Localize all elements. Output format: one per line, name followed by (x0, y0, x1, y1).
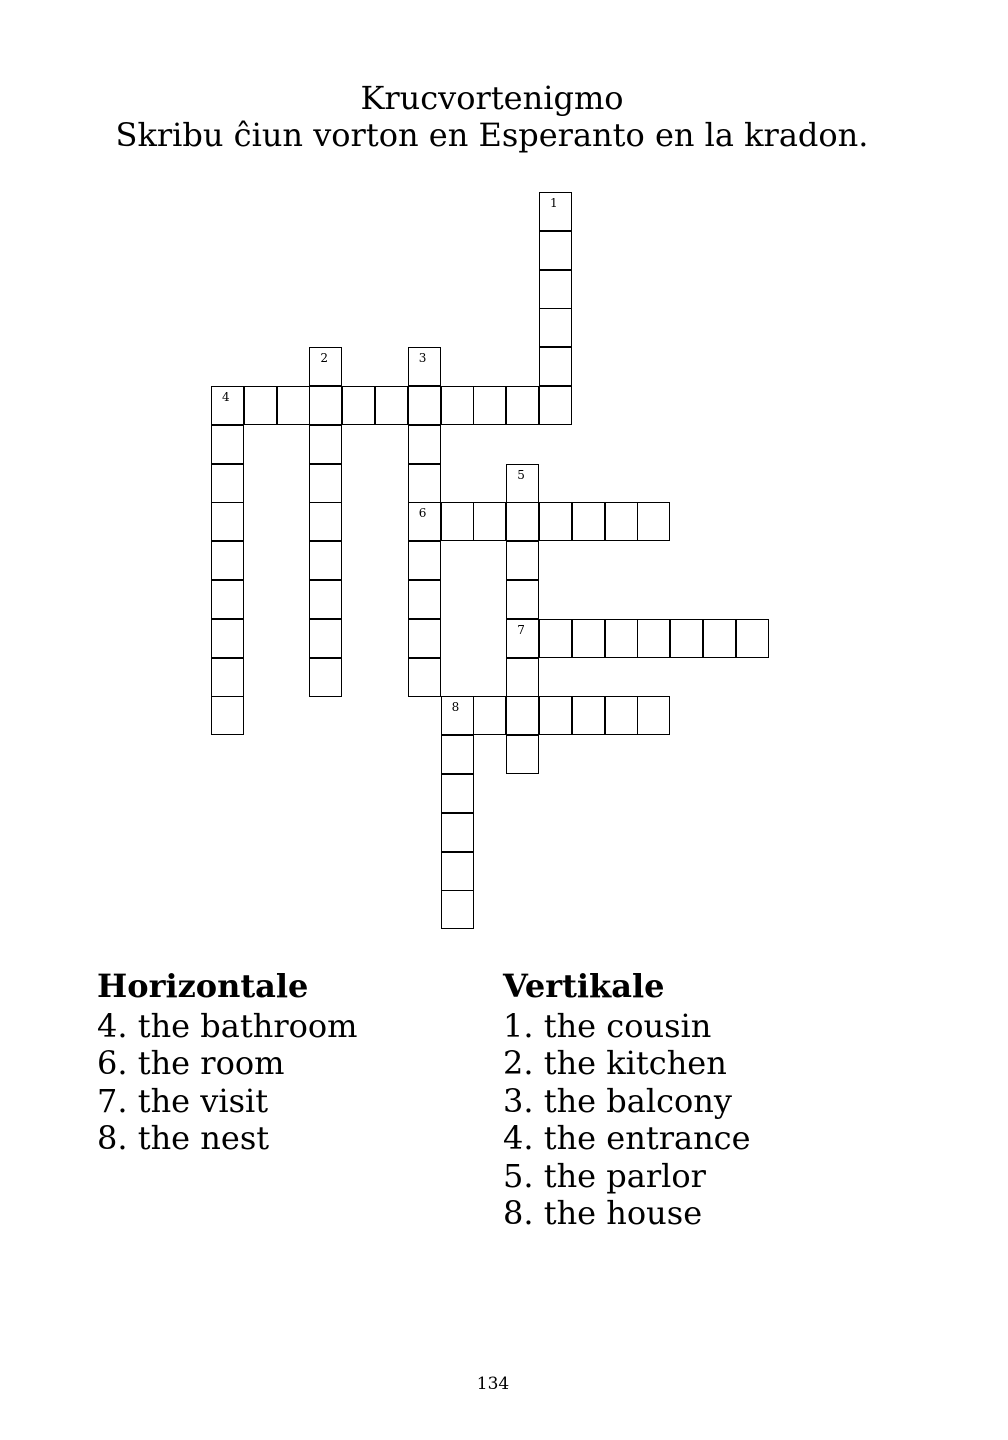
grid-cell[interactable] (211, 386, 244, 425)
across-clue: 6. the room (97, 1044, 285, 1083)
grid-cell[interactable] (539, 347, 572, 386)
grid-cell[interactable] (211, 658, 244, 697)
grid-cell[interactable] (441, 852, 474, 891)
page-number: 134 (476, 1374, 510, 1394)
grid-cell[interactable] (309, 464, 342, 503)
grid-cell[interactable] (572, 502, 605, 541)
grid-cell[interactable] (309, 502, 342, 541)
grid-cell[interactable] (605, 619, 638, 658)
clue-number: 6 (418, 506, 427, 521)
grid-cell[interactable] (309, 619, 342, 658)
grid-cell[interactable] (408, 386, 441, 425)
grid-cell[interactable] (605, 696, 638, 735)
grid-cell[interactable] (309, 425, 342, 464)
grid-cell[interactable] (637, 502, 670, 541)
down-clue: 5. the parlor (503, 1156, 706, 1195)
grid-cell[interactable] (211, 696, 244, 735)
grid-cell[interactable] (572, 696, 605, 735)
clue-number: 7 (517, 622, 525, 637)
grid-cell[interactable] (408, 580, 441, 619)
grid-cell[interactable] (539, 308, 572, 347)
grid-cell[interactable] (605, 502, 638, 541)
grid-cell[interactable] (441, 774, 474, 813)
down-heading: Vertikale (503, 967, 665, 1005)
grid-cell[interactable] (309, 541, 342, 580)
grid-cell[interactable] (473, 696, 506, 735)
down-clue: 1. the cousin (503, 1007, 712, 1045)
grid-cell[interactable] (506, 619, 539, 658)
grid-cell[interactable] (408, 347, 441, 386)
grid-cell[interactable] (277, 386, 310, 425)
grid-cell[interactable] (506, 696, 539, 735)
grid-cell[interactable] (506, 464, 539, 503)
clue-number: 4 (222, 390, 230, 404)
grid-cell[interactable] (408, 541, 441, 580)
grid-cell[interactable] (211, 619, 244, 658)
grid-cell[interactable] (441, 502, 474, 541)
grid-cell[interactable] (539, 502, 572, 541)
grid-cell[interactable] (506, 580, 539, 619)
across-clue: 4. the bathroom (97, 1007, 358, 1045)
clue-number: 1 (550, 196, 558, 210)
down-clue: 4. the entrance (503, 1119, 751, 1158)
grid-cell[interactable] (441, 735, 474, 774)
grid-cell[interactable] (408, 658, 441, 697)
grid-cell[interactable] (539, 231, 572, 270)
down-clue: 8. the house (503, 1194, 703, 1233)
puzzle-title: Krucvortenigmo (360, 79, 624, 117)
grid-cell[interactable] (309, 386, 342, 425)
grid-cell[interactable] (539, 696, 572, 735)
grid-cell[interactable] (506, 541, 539, 580)
grid-cell[interactable] (309, 580, 342, 619)
grid-cell[interactable] (441, 386, 474, 425)
grid-cell[interactable] (637, 696, 670, 735)
grid-cell[interactable] (211, 541, 244, 580)
grid-cell[interactable] (408, 619, 441, 658)
grid-cell[interactable] (703, 619, 736, 658)
down-clues (503, 966, 751, 1232)
grid-cell[interactable] (473, 386, 506, 425)
grid-cell[interactable] (473, 502, 506, 541)
clue-number: 8 (451, 700, 460, 715)
grid-cell[interactable] (539, 192, 572, 231)
grid-cell[interactable] (408, 425, 441, 464)
clue-number: 5 (517, 467, 525, 482)
grid-cell[interactable] (506, 502, 539, 541)
grid-cell[interactable] (342, 386, 375, 425)
grid-cell[interactable] (441, 890, 474, 929)
grid-cell[interactable] (211, 502, 244, 541)
grid-cell[interactable] (506, 658, 539, 697)
across-clues (97, 966, 357, 1158)
grid-cell[interactable] (539, 386, 572, 425)
across-clue: 8. the nest (97, 1119, 270, 1158)
down-clue: 3. the balcony (503, 1081, 732, 1120)
grid-cell[interactable] (637, 619, 670, 658)
grid-cell[interactable] (441, 813, 474, 852)
grid-cell[interactable] (211, 425, 244, 464)
grid-cell[interactable] (244, 386, 277, 425)
grid-cell[interactable] (375, 386, 408, 425)
down-clue: 2. the kitchen (503, 1044, 727, 1083)
across-clue: 7. the visit (97, 1081, 269, 1120)
grid-cell[interactable] (309, 658, 342, 697)
across-heading: Horizontale (97, 967, 309, 1005)
puzzle-instruction: Skribu ĉiun vorton en Esperanto en la kradon. (115, 116, 869, 154)
grid-cell[interactable] (408, 502, 441, 541)
clue-number: 3 (418, 351, 427, 366)
grid-cell[interactable] (211, 464, 244, 503)
grid-cell[interactable] (572, 619, 605, 658)
clue-number: 2 (320, 351, 329, 366)
grid-cell[interactable] (670, 619, 703, 658)
grid-cell[interactable] (309, 347, 342, 386)
grid-cell[interactable] (539, 270, 572, 309)
grid-cell[interactable] (539, 619, 572, 658)
grid-cell[interactable] (506, 735, 539, 774)
grid-cell[interactable] (441, 696, 474, 735)
grid-cell[interactable] (211, 580, 244, 619)
grid-cell[interactable] (408, 464, 441, 503)
grid-cell[interactable] (736, 619, 769, 658)
grid-cell[interactable] (506, 386, 539, 425)
